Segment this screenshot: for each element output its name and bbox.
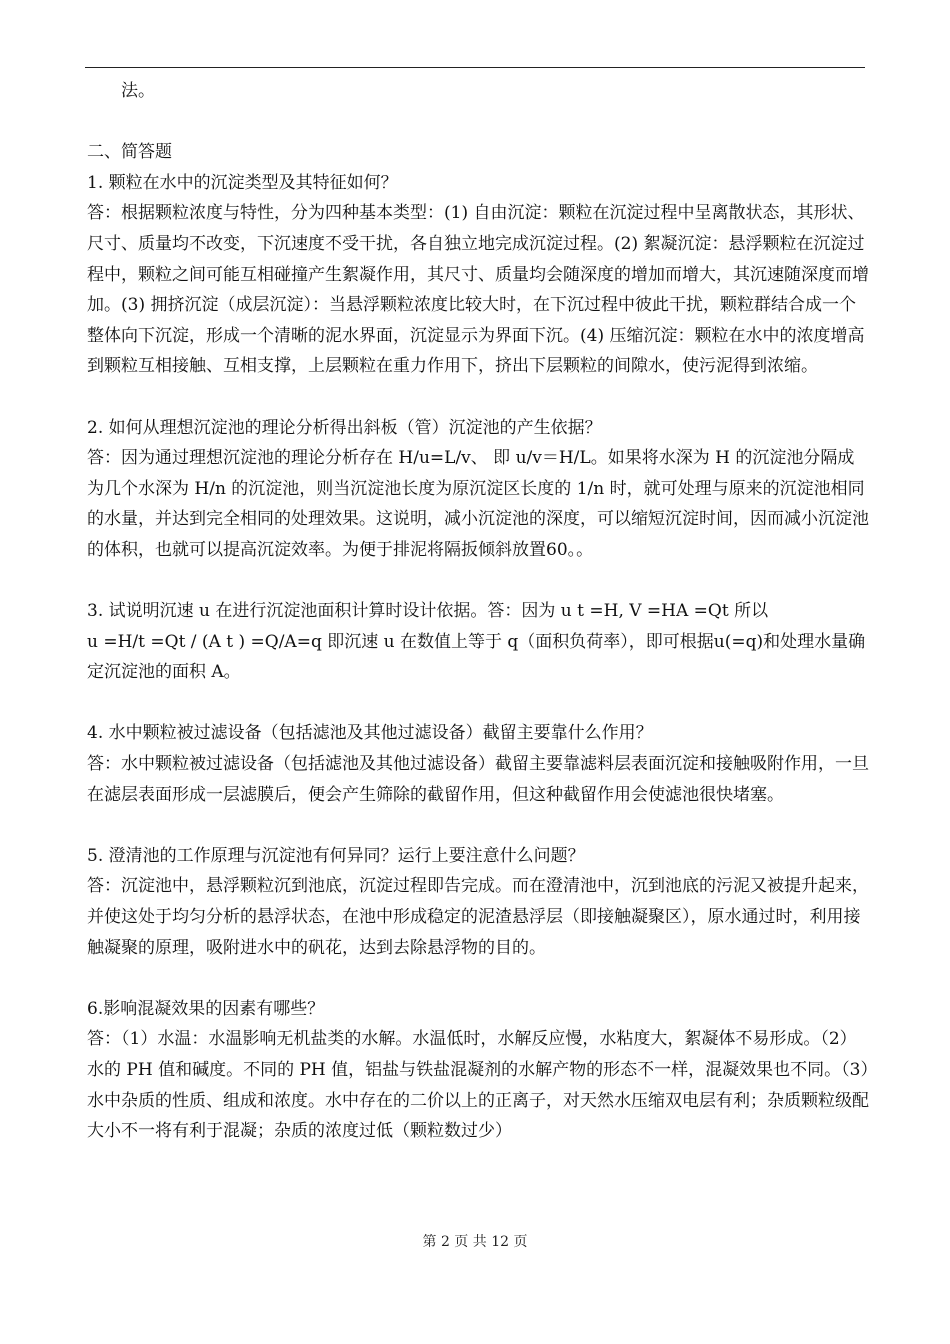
answer-text: u =H/t =Qt / (A t ) =Q/A=q 即沉速 u 在数值上等于 q（面积负荷率），即可根据u(=q)和处理水量确定沉淀池的面积 A。 xyxy=(87,631,866,683)
question-text: 2. 如何从理想沉淀池的理论分析得出斜板（管）沉淀池的产生依据？ xyxy=(87,417,602,438)
answer-text: 答：根据颗粒浓度与特性，分为四种基本类型：(1) 自由沉淀：颗粒在沉淀过程中呈离散状态，其形状、尺寸、质量均不改变，下沉速度不受干扰，各自独立地完成沉淀过程。(2) 絮凝沉淀：悬浮颗粒在沉淀过程中，颗粒之间可能互相碰撞产生絮凝作用，其尺寸、质量均会随深度的增加而增大，其沉速随深度而增加。(3) 拥挤沉淀（成层沉淀）：当悬浮颗粒浓度比较大时，在下沉过程中彼此干扰，颗粒群结合成一个整体向下沉淀，形成一个清晰的泥水界面，沉淀显示为界面下沉。(4) 压缩沉淀：颗粒在水中的浓度增高到颗粒互相接触、互相支撑，上层颗粒在重力作用下，挤出下层颗粒的间隙水，使污泥得到浓缩。 xyxy=(87,203,869,377)
question-block-3 xyxy=(87,596,869,688)
section-heading: 二、简答题 xyxy=(87,142,172,163)
document-body xyxy=(87,76,869,1147)
answer-text: 答：水中颗粒被过滤设备（包括滤池及其他过滤设备）截留主要靠滤料层表面沉淀和接触吸附作用，一旦在滤层表面形成一层滤膜后，便会产生筛除的截留作用，但这种截留作用会使滤池很快堵塞。 xyxy=(87,754,869,805)
page-footer: 第 2 页 共 12 页 xyxy=(422,1234,528,1250)
continuation-text: 法。 xyxy=(121,81,155,101)
question-block-2 xyxy=(87,413,869,566)
answer-text: 答：沉淀池中，悬浮颗粒沉到池底，沉淀过程即告完成。而在澄清池中，沉到池底的污泥又被提升起来，并使这处于均匀分析的悬浮状态，在池中形成稳定的泥渣悬浮层（即接触凝聚区），原水通过时，利用接触凝聚的原理，吸附进水中的矾花，达到去除悬浮物的目的。 xyxy=(87,876,869,958)
answer-text: 答：因为通过理想沉淀池的理论分析存在 H/u=L/v、 即 u/v＝H/L。如果将水深为 H 的沉淀池分隔成为几个水深为 H/n 的沉淀池，则当沉淀池长度为原沉淀区长度的 1/n 时，就可处理与原来的沉淀池相同的水量，并达到完全相同的处理效果。这说明，减小沉淀池的深度，可以缩短沉淀时间，因而减小沉淀池的体积，也就可以提高沉淀效率。为便于排泥将隔扳倾斜放置60。。 xyxy=(87,448,869,560)
question-block-6 xyxy=(87,994,869,1147)
answer-text: 答：（1）水温：水温影响无机盐类的水解。水温低时，水解反应慢，水粘度大，絮凝体不易形成。（2）水的 PH 值和碱度。不同的 PH 值，铝盐与铁盐混凝剂的水解产物的形态不一样，混凝效果也不同。（3）水中杂质的性质、组成和浓度。水中存在的二价以上的正离子，对天然水压缩双电层有利；杂质颗粒级配大小不一将有利于混凝；杂质的浓度过低（颗粒数过少） xyxy=(87,1029,869,1142)
question-text: 6.影响混凝效果的因素有哪些？ xyxy=(87,998,325,1019)
question-block-5 xyxy=(87,841,869,963)
question-block-4 xyxy=(87,718,869,810)
question-block-1 xyxy=(87,168,869,382)
question-text: 5. 澄清池的工作原理与沉淀池有何异同？运行上要注意什么问题？ xyxy=(87,845,585,866)
question-text: 4. 水中颗粒被过滤设备（包括滤池及其他过滤设备）截留主要靠什么作用？ xyxy=(87,723,653,744)
question-text: 3. 试说明沉速 u 在进行沉淀池面积计算时设计依据。答：因为 u t =H, V =HA =Qt 所以 xyxy=(87,601,769,622)
header-rule xyxy=(85,67,865,68)
question-text: 1. 颗粒在水中的沉淀类型及其特征如何？ xyxy=(87,172,398,193)
